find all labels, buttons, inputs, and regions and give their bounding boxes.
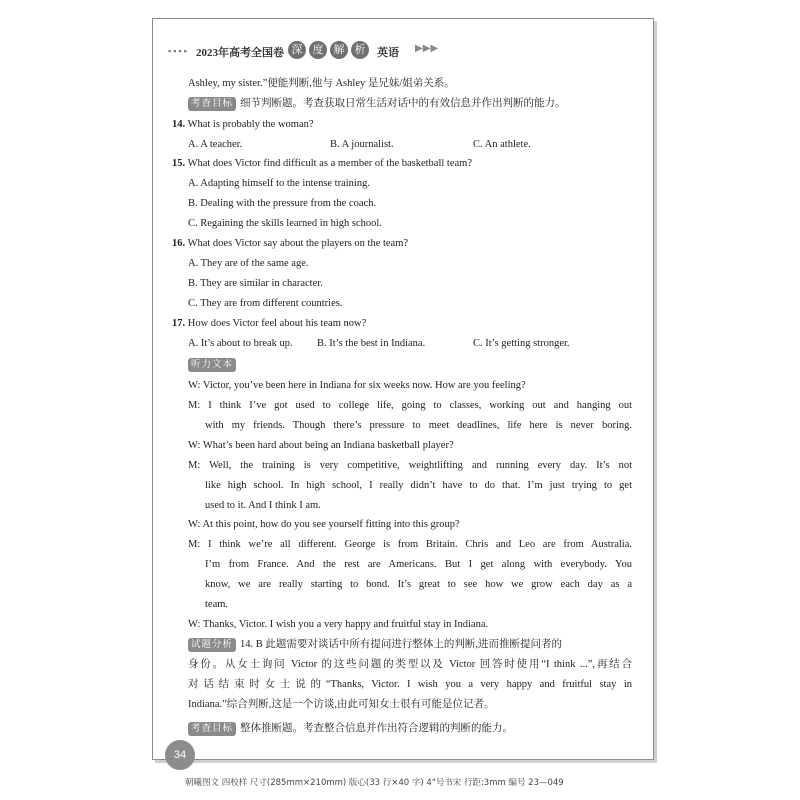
transcript-line: W: At this point, how do you see yourself fitting into this group? (188, 519, 460, 530)
header-subject: 英语 (377, 47, 399, 59)
analysis-first-line (188, 638, 562, 652)
header-badge: 度 (309, 41, 327, 59)
transcript-line: M: I think I’ve got used to college life, going to classes, working out and hanging out (188, 400, 632, 411)
objective-1 (188, 97, 566, 111)
analysis-line: 身份。从女士询问 Victor 的这些问题的类型以及 Victor 回答时使用“I think ...”,再结合 (188, 659, 632, 670)
question-stem: What does Victor say about the players on the team? (187, 238, 409, 249)
option: C. An athlete. (473, 139, 531, 150)
question-14 (172, 118, 314, 132)
header-badge: 析 (351, 41, 369, 59)
header-arrows: ▶▶▶ (415, 43, 439, 54)
analysis-line: Indiana.”综合判断,这是一个访谈,由此可知女士很有可能是位记者。 (188, 699, 495, 710)
objective-2 (188, 722, 513, 736)
question-number: 16. (172, 238, 186, 249)
analysis-tag: 试题分析 (188, 638, 236, 652)
option: B. A journalist. (330, 139, 394, 150)
running-header (160, 40, 600, 62)
option: A. A teacher. (188, 139, 243, 150)
question-16 (172, 237, 408, 251)
question-number: 14. (172, 119, 186, 130)
objective-tag: 考查目标 (188, 722, 236, 736)
analysis-line: 对话结束时女士说的“Thanks, Victor. I wish you a very happy and fruitful stay in (188, 679, 632, 690)
transcript-line: I’m from France. And the rest are Americans. But I get along with everybody. You (205, 559, 632, 570)
continuation-text: Ashley, my sister.”便能判断,他与 Ashley 是兄妹/姐弟关系。 (188, 78, 455, 89)
transcript-line: M: I think we’re all different. George is from Britain. Chris and Leo are from Australia. (188, 539, 632, 550)
transcript-line: W: What’s been hard about being an Indiana basketball player? (188, 440, 454, 451)
question-stem: What does Victor find difficult as a member of the basketball team? (187, 158, 472, 169)
header-year-title: 2023年高考全国卷 (196, 47, 284, 59)
transcript-line: team. (205, 599, 229, 610)
option: C. They are from different countries. (188, 298, 343, 309)
question-15 (172, 157, 472, 171)
question-stem: How does Victor feel about his team now? (187, 318, 367, 329)
question-number: 17. (172, 318, 186, 329)
question-stem: What is probably the woman? (187, 119, 314, 130)
transcript-line: like high school. In high school, I really didn’t have to do that. I’m just trying to get (205, 480, 632, 491)
option: C. Regaining the skills learned in high school. (188, 218, 382, 229)
option: B. It’s the best in Indiana. (317, 338, 426, 349)
print-footer: 朝曦图文 四校样 尺寸(285mm×210mm) 版心(33 行×40 字) 4"号书宋 行距:3mm 编号 23—049 (185, 778, 564, 788)
transcript-tag: 听力文本 (188, 358, 236, 372)
transcript-line: M: Well, the training is very competitive, weightlifting and running every day. It’s not (188, 460, 632, 471)
option: A. Adapting himself to the intense training. (188, 178, 370, 189)
transcript-heading (188, 358, 240, 372)
header-dots: ▪▪▪▪ (168, 46, 189, 56)
option: A. It’s about to break up. (188, 338, 293, 349)
objective-text: 整体推断题。考查整合信息并作出符合逻辑的判断的能力。 (240, 723, 514, 734)
question-number: 15. (172, 158, 186, 169)
transcript-line: know, we are really starting to bond. It’s great to see how we grow each day as a (205, 579, 632, 590)
page-number: 34 (165, 740, 195, 770)
transcript-line: W: Victor, you’ve been here in Indiana for six weeks now. How are you feeling? (188, 380, 526, 391)
header-badge: 解 (330, 41, 348, 59)
transcript-line: W: Thanks, Victor. I wish you a very happy and fruitful stay in Indiana. (188, 619, 489, 630)
objective-tag: 考查目标 (188, 97, 236, 111)
header-badge: 深 (288, 41, 306, 59)
analysis-line: 14. B 此题需要对谈话中所有提问进行整体上的判断,进而推断提问者的 (240, 639, 563, 650)
option: B. They are similar in character. (188, 278, 323, 289)
objective-text: 细节判断题。考查获取日常生活对话中的有效信息并作出判断的能力。 (240, 98, 566, 109)
option: B. Dealing with the pressure from the coach. (188, 198, 377, 209)
option: C. It’s getting stronger. (473, 338, 570, 349)
transcript-line: with my friends. Though there’s pressure to meet deadlines, life here is never boring. (205, 420, 632, 431)
transcript-line: used to it. And I think I am. (205, 500, 321, 511)
option: A. They are of the same age. (188, 258, 309, 269)
question-17 (172, 317, 366, 331)
